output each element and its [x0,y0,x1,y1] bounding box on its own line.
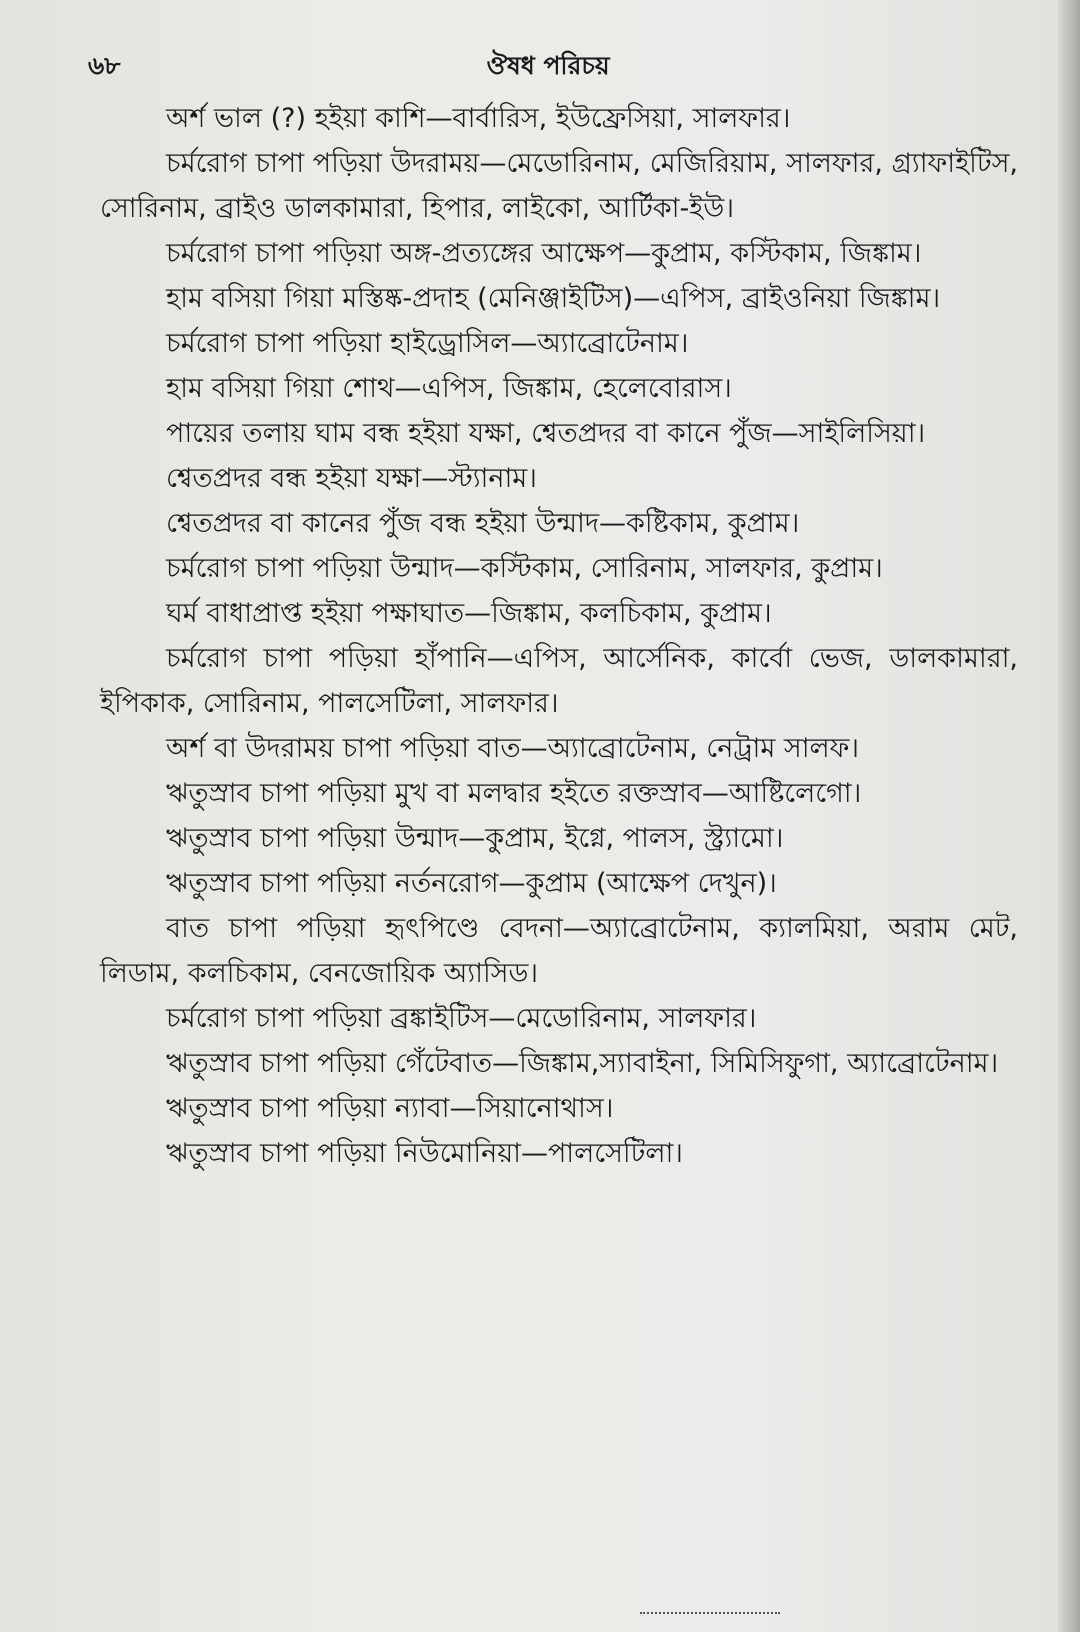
paragraph: অর্শ ভাল (?) হইয়া কাশি—বার্বারিস, ইউফ্রেসিয়া, সালফার। [166,103,791,134]
page-edge-shadow [1058,0,1080,1632]
paragraph: ঋতুস্রাব চাপা পড়িয়া ন্যাবা—সিয়ানোথাস। [166,1093,614,1124]
paragraph: বাত চাপা পড়িয়া হৃৎপিণ্ডে বেদনা—অ্যাব্রোটেনাম, ক্যালমিয়া, অরাম মেট, লিডাম, কলচিকাম, বেনজোয়িক অ্যাসিড। [100,913,1018,989]
paragraph: শ্বেতপ্রদর বা কানের পুঁজ বন্ধ হইয়া উন্মাদ—কষ্টিকাম, কুপ্রাম। [166,508,800,539]
body-text [100,96,1018,1176]
paragraph: চর্মরোগ চাপা পড়িয়া অঙ্গ-প্রত্যঙ্গের আক্ষেপ—কুপ্রাম, কস্টিকাম, জিঙ্কাম। [166,238,922,269]
paragraph: হাম বসিয়া গিয়া শোথ—এপিস, জিঙ্কাম, হেলেবোরাস। [166,373,732,404]
running-title: ঔষধ পরিচয় [486,51,610,80]
paragraph: অর্শ বা উদরাময় চাপা পড়িয়া বাত—অ্যাব্রোটেনাম, নেট্রাম সালফ। [166,733,860,764]
paragraph: হাম বসিয়া গিয়া মস্তিষ্ক-প্রদাহ (মেনিঞ্জাইটিস)—এপিস, ব্রাইওনিয়া জিঙ্কাম। [166,283,941,314]
page-number: ৬৮ [88,51,121,80]
page-header [88,40,1008,80]
paragraph: চর্মরোগ চাপা পড়িয়া উন্মাদ—কস্টিকাম, সোরিনাম, সালফার, কুপ্রাম। [166,553,883,584]
paragraph: চর্মরোগ চাপা পড়িয়া ব্রঙ্কাইটিস—মেডোরিনাম, সালফার। [166,1003,757,1034]
paragraph: পায়ের তলায় ঘাম বন্ধ হইয়া যক্ষা, শ্বেতপ্রদর বা কানে পুঁজ—সাইলিসিয়া। [166,418,926,449]
paragraph: ঋতুস্রাব চাপা পড়িয়া মুখ বা মলদ্বার হইতে রক্তস্রাব—আষ্টিলেগো। [166,778,862,809]
paragraph: চর্মরোগ চাপা পড়িয়া হাঁপানি—এপিস, আর্সেনিক, কার্বো ভেজ, ডালকামারা, ইপিকাক, সোরিনাম, পালসেটিলা, সালফার। [100,643,1018,719]
paragraph: ঋতুস্রাব চাপা পড়িয়া গেঁটেবাত—জিঙ্কাম,স্যাবাইনা, সিমিসিফুগা, অ্যাব্রোটেনাম। [166,1048,999,1079]
footer-dotted-rule [640,1612,780,1614]
paragraph: ঋতুস্রাব চাপা পড়িয়া নর্তনরোগ—কুপ্রাম (আক্ষেপ দেখুন)। [166,868,777,899]
paragraph: শ্বেতপ্রদর বন্ধ হইয়া যক্ষা—স্ট্যানাম। [166,463,537,494]
paragraph: চর্মরোগ চাপা পড়িয়া উদরাময়—মেডোরিনাম, মেজিরিয়াম, সালফার, গ্র্যাফাইটিস, সোরিনাম, ব্রাইও ডালকামারা, হিপার, লাইকো, আর্টিকা-ইউ। [100,148,1018,224]
paragraph: ঋতুস্রাব চাপা পড়িয়া নিউমোনিয়া—পালসেটিলা। [166,1138,683,1169]
paragraph: চর্মরোগ চাপা পড়িয়া হাইড্রোসিল—অ্যাব্রোটেনাম। [166,328,689,359]
paragraph: ঘর্ম বাধাপ্রাপ্ত হইয়া পক্ষাঘাত—জিঙ্কাম, কলচিকাম, কুপ্রাম। [166,598,772,629]
paragraph: ঋতুস্রাব চাপা পড়িয়া উন্মাদ—কুপ্রাম, ইগ্নে, পালস, স্ট্র্যামো। [166,823,784,854]
